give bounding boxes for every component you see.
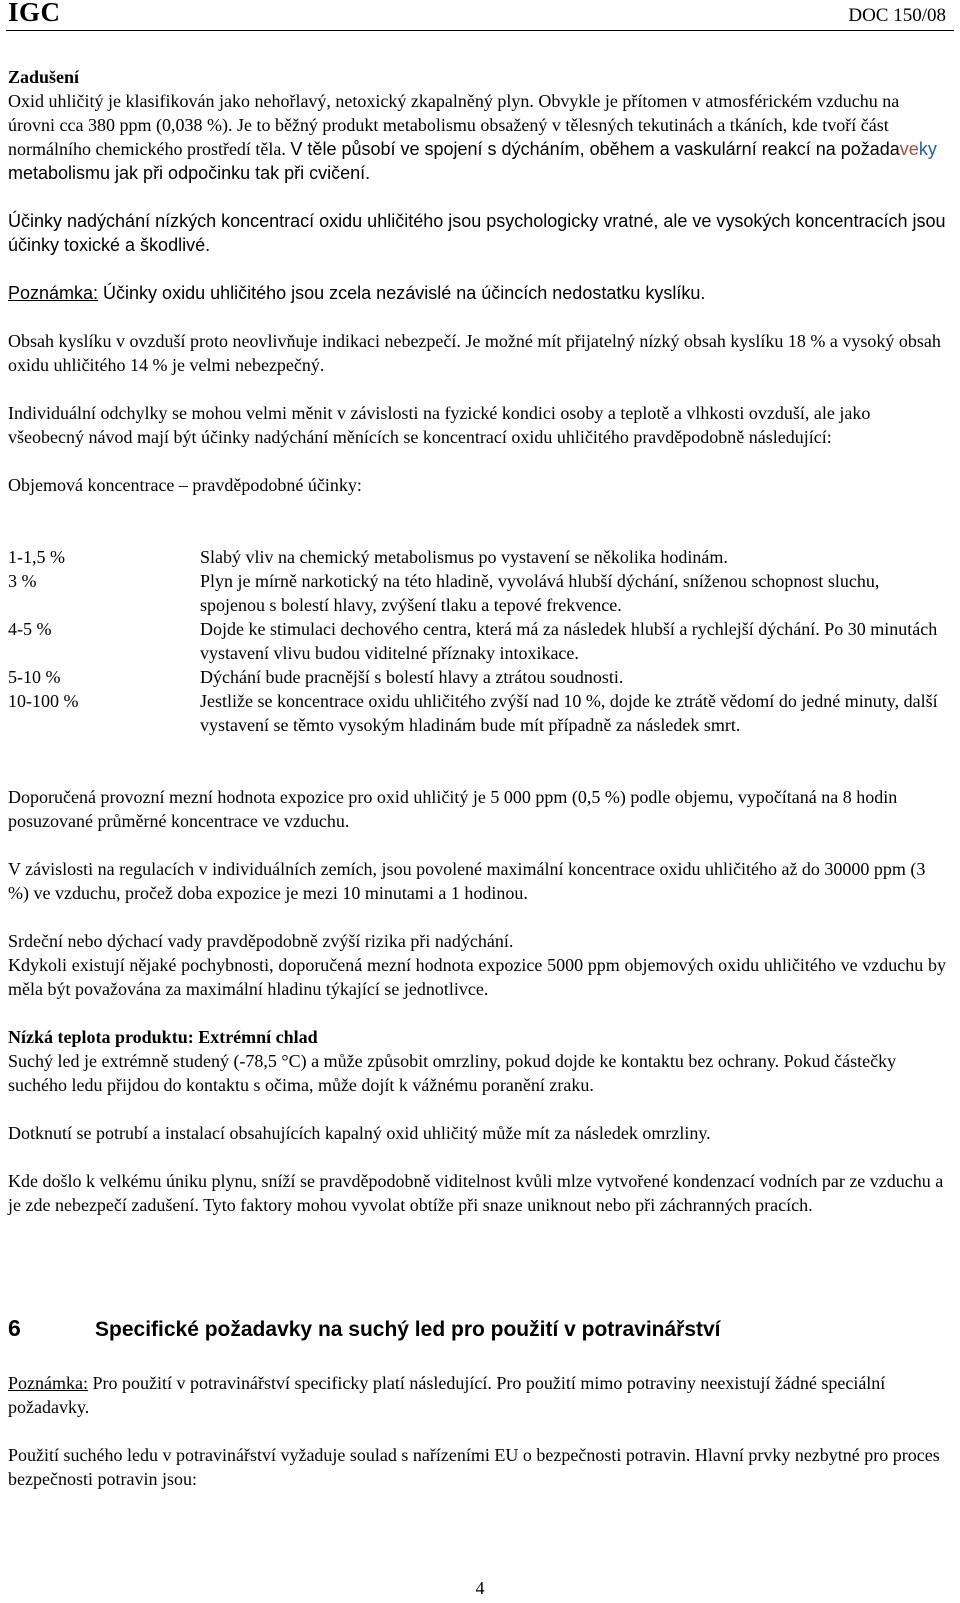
asphyxia-p1-run-a: V těle působí ve spojení s dýcháním, oběhem a vaskulární reakcí na požada xyxy=(290,139,900,159)
cold-paragraph-3: Kde došlo k velkému úniku plynu, sníží se pravděpodobně viditelnost kvůli mlze vytvořené kondenzací vodních par ze vzduchu a je zde nebezpečí zadušení. Tyto faktory mohou vyvolat obtíže při snaze uniknout nebo při záchranných pracích. xyxy=(8,1171,944,1215)
asphyxia-paragraph-2: Účinky nadýchání nízkých koncentrací oxidu uhličitého jsou psychologicky vratné, ale ve vysokých koncentracích jsou účinky toxické a škodlivé. xyxy=(8,211,946,255)
page-number: 4 xyxy=(475,1578,485,1598)
effect-cell: Dojde ke stimulaci dechového centra, která má za následek hlubší a rychlejší dýchání. Po 30 minutách vystavení vlivu budou viditelné příznaky intoxikace. xyxy=(200,619,938,663)
exposure-paragraph-3: Srdeční nebo dýchací vady pravděpodobně zvýší rizika při nadýchání. xyxy=(8,931,514,951)
asphyxia-p1-text-1: Oxid uhličitý je klasifikován jako nehořlavý, netoxický zkapalněný plyn. Obvykle je přítomen v atmosférickém vzduchu na úrovni cca 380 ppm (0,038 %). Je to běžný produkt metabolismu obsažený v tělesných tekutinách a tkáních, kde tvoří část normálního chemického prostředí těla. xyxy=(8,91,900,159)
exposure-paragraph-1: Doporučená provozní mezní hodnota expozice pro oxid uhličitý je 5 000 ppm (0,5 %) podle objemu, vypočítaná na 8 hodin posuzované průměrné koncentrace ve vzduchu. xyxy=(8,787,898,831)
note-label: Poznámka: xyxy=(8,1373,88,1393)
section-number: 6 xyxy=(8,1315,21,1341)
concentration-cell: 4-5 % xyxy=(8,619,52,639)
table-row xyxy=(8,617,946,665)
note-label: Poznámka: xyxy=(8,283,99,303)
section6-paragraph-1: Použití suchého ledu v potravinářství vyžaduje soulad s nařízeními EU o bezpečnosti potravin. Hlavní prvky nezbytné pro proces bezpečnosti potravin jsou: xyxy=(8,1445,940,1489)
cold-paragraph-2: Dotknutí se potrubí a instalací obsahujících kapalný oxid uhličitý může mít za následek omrzliny. xyxy=(8,1123,711,1143)
page-header xyxy=(6,0,954,31)
note-text: Účinky oxidu uhličitého jsou zcela nezávislé na účincích nedostatku kyslíku. xyxy=(98,283,706,303)
table-row xyxy=(8,665,946,689)
effect-cell: Jestliže se koncentrace oxidu uhličitého zvýší nad 10 %, dojde ke ztrátě vědomí do jedné minuty, další vystavení se těmto vysokým hladinám bude mít případně za následek smrt. xyxy=(200,691,938,735)
exposure-paragraph-2: V závislosti na regulacích v individuálních zemích, jsou povolené maximální koncentrace oxidu uhličitého až do 30000 ppm (3 %) ve vzduchu, pročež doba expozice je mezi 10 minutami a 1 hodinou. xyxy=(8,859,926,903)
concentration-cell: 10-100 % xyxy=(8,691,79,711)
concentration-intro: Objemová koncentrace – pravděpodobné účinky: xyxy=(8,475,362,495)
asphyxia-heading: Zadušení xyxy=(8,67,80,87)
table-row xyxy=(8,689,946,737)
igc-logo: IGC xyxy=(8,0,61,27)
concentration-cell: 3 % xyxy=(8,571,37,591)
document-id: DOC 150/08 xyxy=(848,5,946,26)
table-row xyxy=(8,545,946,569)
section-title: Specifické požadavky na suchý led pro použití v potravinářství xyxy=(95,1318,721,1341)
effect-cell: Dýchání bude pracnější s bolestí hlavy a ztrátou soudnosti. xyxy=(200,667,624,687)
effect-cell: Plyn je mírně narkotický na této hladině, vyvolává hlubší dýchání, sníženou schopnost sluchu, spojenou s bolestí hlavy, zvýšení tlaku a tepové frekvence. xyxy=(200,571,880,615)
asphyxia-paragraph-3: Obsah kyslíku v ovzduší proto neovlivňuje indikaci nebezpečí. Je možné mít přijatelný nízký obsah kyslíku 18 % a vysoký obsah oxidu uhličitého 14 % je velmi nebezpečný. xyxy=(8,331,941,375)
asphyxia-p1-run-blue: ky xyxy=(918,139,937,159)
document-body xyxy=(8,65,946,1491)
cold-heading: Nízká teplota produktu: Extrémní chlad xyxy=(8,1027,318,1047)
asphyxia-paragraph-1 xyxy=(8,89,946,185)
asphyxia-p1-run-b: metabolismu jak při odpočinku tak při cvičení. xyxy=(8,163,371,183)
section6-note-paragraph xyxy=(8,1371,946,1419)
concentration-cell: 1-1,5 % xyxy=(8,547,65,567)
effects-table xyxy=(8,545,946,737)
effect-cell: Slabý vliv na chemický metabolismus po vystavení se několika hodinám. xyxy=(200,547,728,567)
note-paragraph xyxy=(8,281,946,305)
asphyxia-p1-run-red: ve xyxy=(899,139,919,159)
table-row xyxy=(8,569,946,617)
exposure-paragraph-4: Kdykoli existují nějaké pochybnosti, doporučená mezní hodnota expozice 5000 ppm objemových oxidu uhličitého ve vzduchu by měla být považována za maximální hladinu týkající se jednotlivce. xyxy=(8,955,946,999)
section-6-heading xyxy=(8,1313,946,1347)
concentration-cell: 5-10 % xyxy=(8,667,61,687)
asphyxia-paragraph-4: Individuální odchylky se mohou velmi měnit v závislosti na fyzické kondici osoby a teplotě a vlhkosti ovzduší, ale jako všeobecný návod mají být účinky nadýchání měnících se koncentrací oxidu uhličitého pravděpodobně následující: xyxy=(8,403,871,447)
cold-paragraph-1: Suchý led je extrémně studený (-78,5 °C) a může způsobit omrzliny, pokud dojde ke kontaktu bez ochrany. Pokud částečky suchého ledu přijdou do kontaktu s očima, může dojít k vážnému poranění zraku. xyxy=(8,1051,897,1095)
note-text: Pro použití v potravinářství specificky platí následující. Pro použití mimo potraviny neexistují žádné speciální požadavky. xyxy=(8,1373,886,1417)
